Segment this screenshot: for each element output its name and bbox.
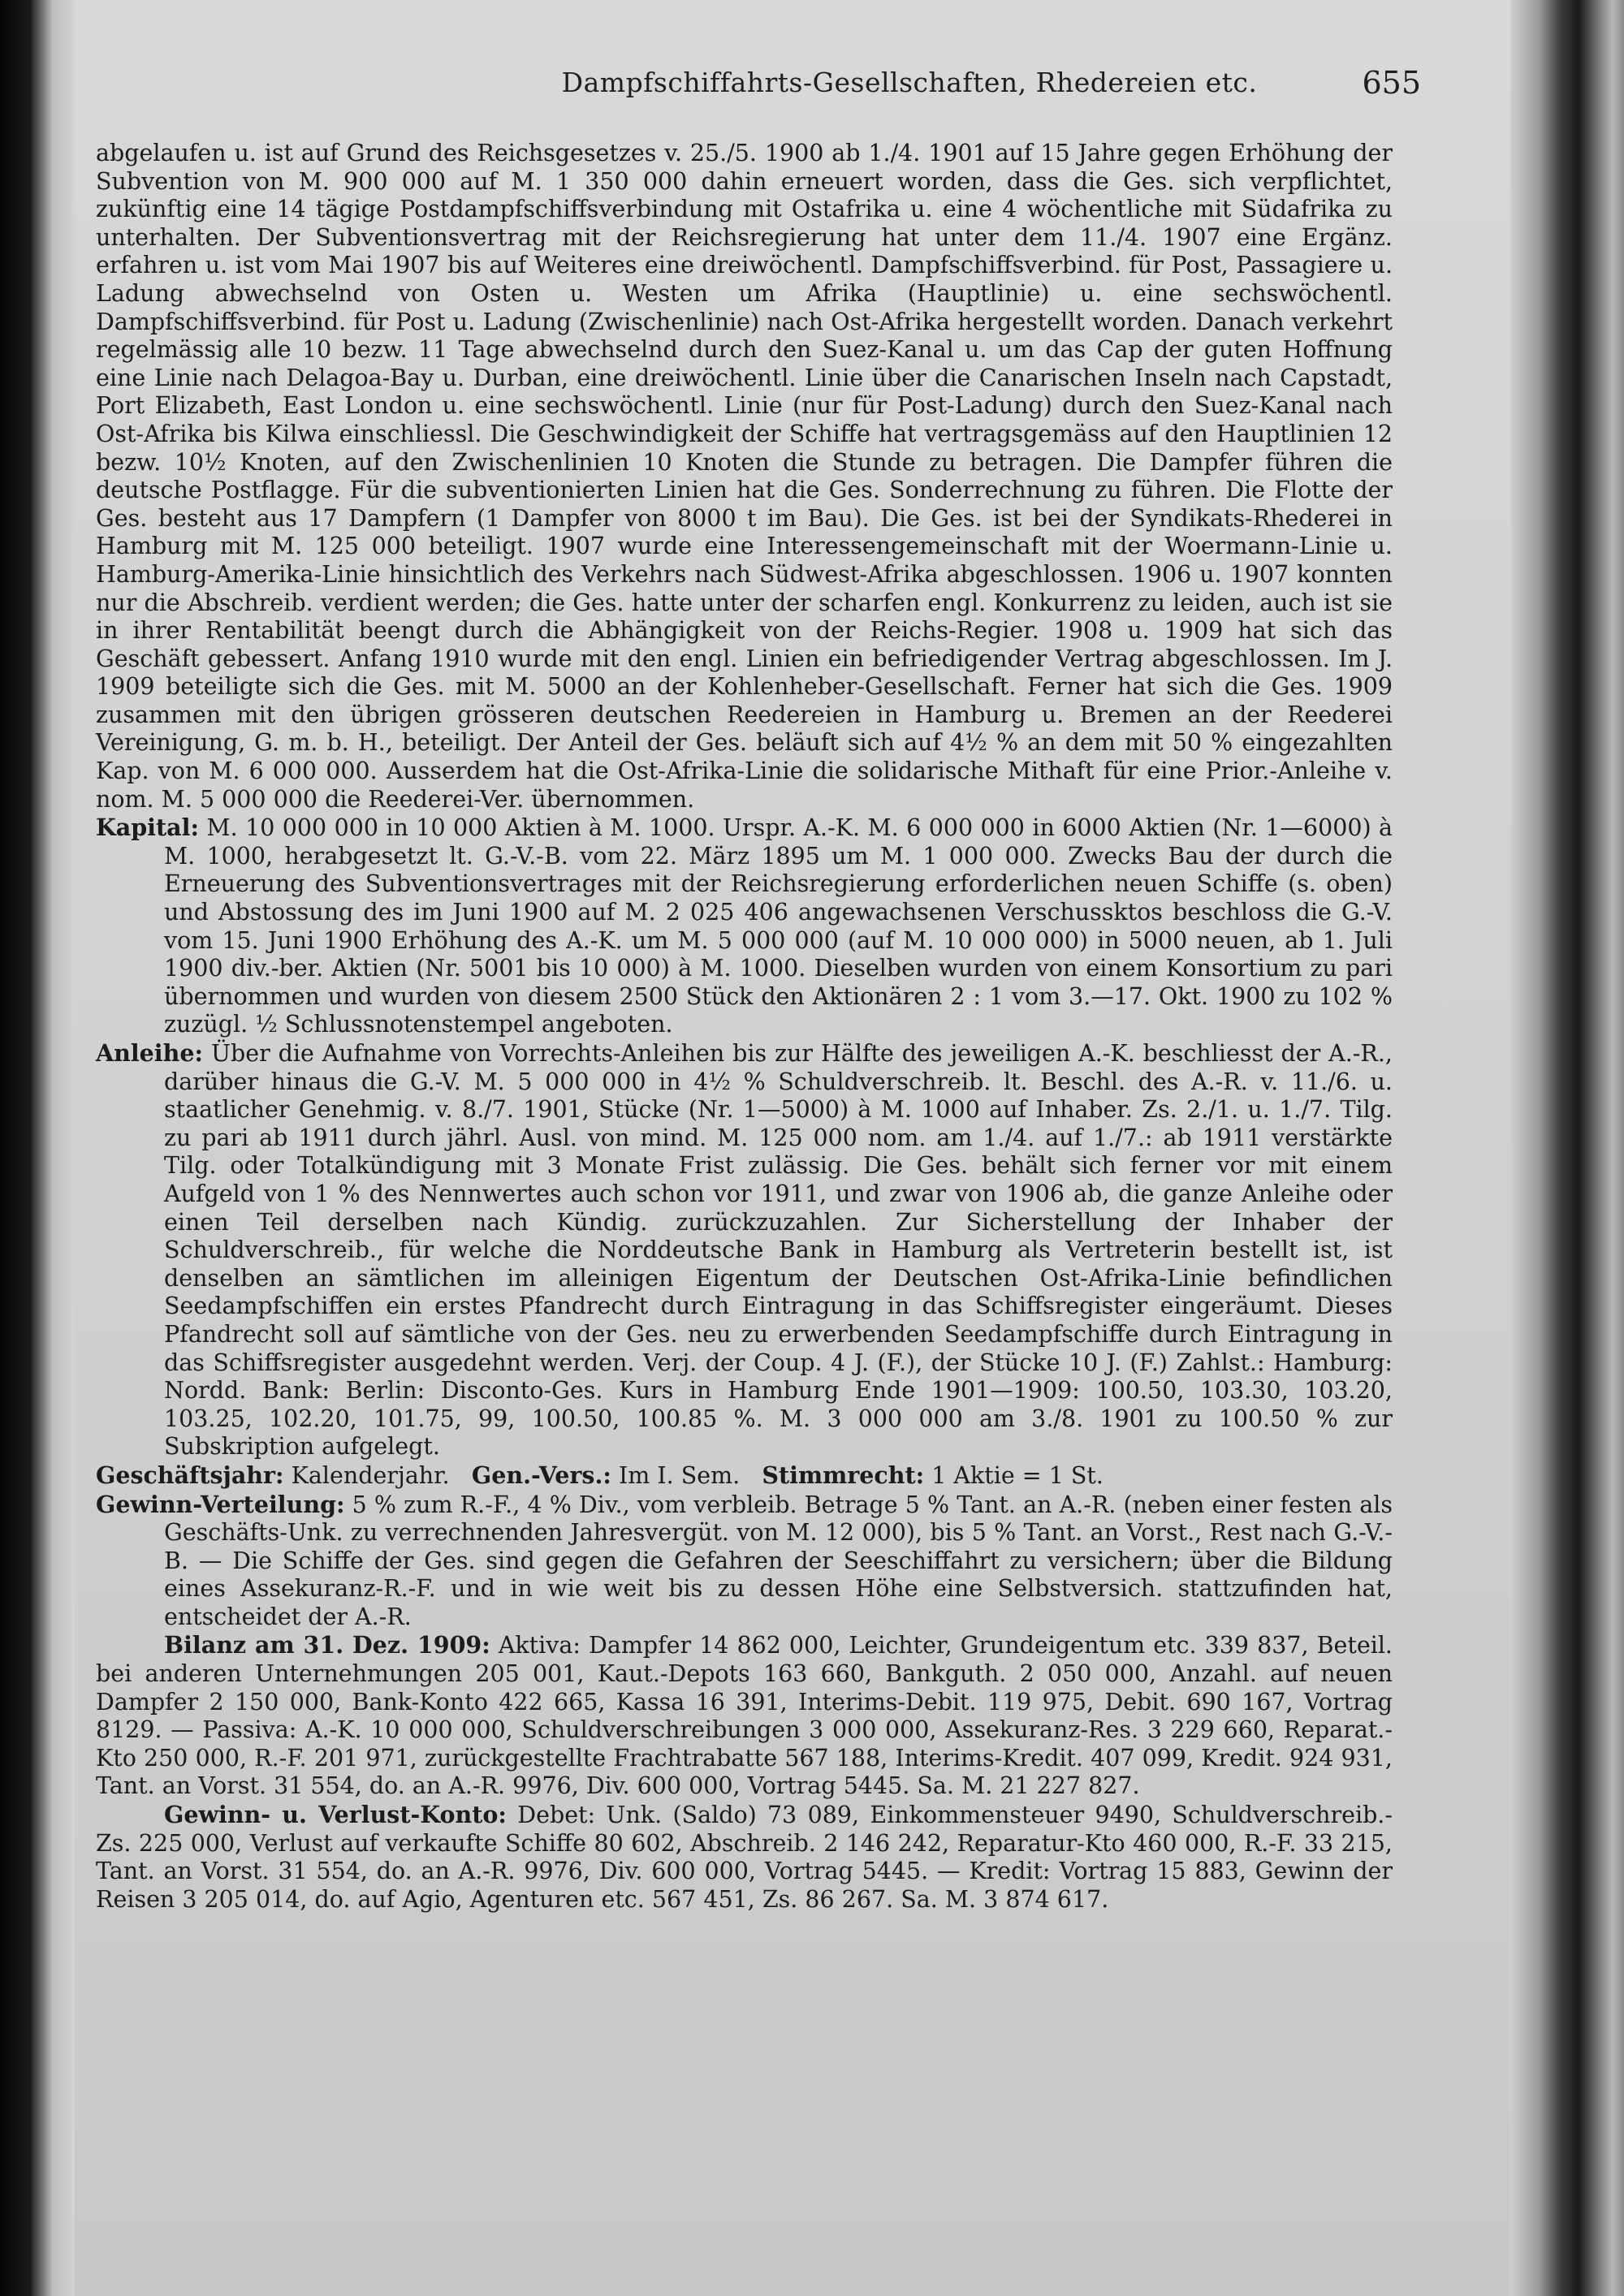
sr-label: Stimmrecht: — [762, 1461, 925, 1489]
anleihe-text: Über die Aufnahme von Vorrechts-Anleihen bis zur Hälfte des jeweiligen A.-K. beschliesst der A.-R., darüber hinaus die G.-V. M. 5 000 000 in 4½ % Schuldverschreib. lt. Beschl. des A.-R. v. 11./6. u. staatlicher Genehmig. v. 8./7. 1901, Stücke (Nr. 1—5000) à M. 1000 auf Inhaber. Zs. 2./1. u. 1./7. Tilg. zu pari ab 1911 durch jährl. Ausl. von mind. M. 125 000 nom. am 1./4. auf 1./7.: ab 1911 verstärkte Tilg. oder Totalkündigung mit 3 Monate Frist zulässig. Die Ges. behält sich ferner vor mit einem Aufgeld von 1 % des Nennwertes auch schon vor 1911, und zwar von 1906 ab, die ganze Anleihe oder einen Teil derselben nach Kündig. zurückzuzahlen. Zur Sicherstellung der Inhaber der Schuldverschreib., für welche die Norddeutsche Bank in Hamburg als Vertreterin bestellt ist, ist denselben an sämtlichen im alleinigen Eigentum der Deutschen Ost-Afrika-Linie befindlichen Seedampfschiffen ein erstes Pfandrecht durch Eintragung in das Schiffsregister eingeräumt. Dieses Pfandrecht soll auf sämtliche von der Ges. neu zu erwerbenden Seedampfschiffe durch Eintragung in das Schiffsregister ausgedehnt werden. Verj. der Coup. 4 J. (F.), der Stücke 10 J. (F.) Zahlst.: Hamburg: Nordd. Bank: Berlin: Disconto-Ges. Kurs in Hamburg Ende 1901—1909: 100.50, 103.30, 103.20, 103.25, 102.20, 101.75, 99, 100.50, 100.85 %. M. 3 000 000 am 3./8. 1901 zu 100.50 % zur Subskription aufgelegt. — [164, 1040, 1393, 1461]
gj-label: Geschäftsjahr: — [96, 1461, 284, 1489]
running-header: Dampfschiffahrts-Gesellschaften, Rhedereien etc. — [561, 67, 1258, 98]
bilanz-label: Bilanz am 31. Dez. 1909: — [164, 1631, 490, 1659]
intro-paragraph: abgelaufen u. ist auf Grund des Reichsgesetzes v. 25./5. 1900 ab 1./4. 1901 auf 15 Jahre gegen Erhöhung der Subvention von M. 900 000 auf M. 1 350 000 dahin erneuert worden, dass die Ges. sich verpflichtet, zukünftig eine 14 tägige Postdampfschiffsverbindung mit Ostafrika u. eine 4 wöchentliche mit Südafrika zu unterhalten. Der Subventionsvertrag mit der Reichsregierung hat unter dem 11./4. 1907 eine Ergänz. erfahren u. ist vom Mai 1907 bis auf Weiteres eine dreiwöchentl. Dampfschiffsverbind. für Post, Passagiere u. Ladung abwechselnd von Osten u. Westen um Afrika (Hauptlinie) u. eine sechswöchentl. Dampfschiffsverbind. für Post u. Ladung (Zwischenlinie) nach Ost-Afrika hergestellt worden. Danach verkehrt regelmässig alle 10 bezw. 11 Tage abwechselnd durch den Suez-Kanal u. um das Cap der guten Hoffnung eine Linie nach Delagoa-Bay u. Durban, eine dreiwöchentl. Linie über die Canarischen Inseln nach Capstadt, Port Elizabeth, East London u. eine sechswöchentl. Linie (nur für Post-Ladung) durch den Suez-Kanal nach Ost-Afrika bis Kilwa einschliessl. Die Geschwindigkeit der Schiffe hat vertragsgemäss auf den Hauptlinien 12 bezw. 10½ Knoten, auf den Zwischenlinien 10 Knoten die Stunde zu betragen. Die Dampfer führen die deutsche Postflagge. Für die subventionierten Linien hat die Ges. Sonderrechnung zu führen. Die Flotte der Ges. besteht aus 17 Dampfern (1 Dampfer von 8000 t im Bau). Die Ges. ist bei der Syndikats-Rhederei in Hamburg mit M. 125 000 beteiligt. 1907 wurde eine Interessengemeinschaft mit der Woermann-Linie u. Hamburg-Amerika-Linie hinsichtlich des Verkehrs nach Südwest-Afrika abgeschlossen. 1906 u. 1907 konnten nur die Abschreib. verdient werden; die Ges. hatte unter der scharfen engl. Konkurrenz zu leiden, auch ist sie in ihrer Rentabilität beengt durch die Abhängigkeit von der Reichs-Regier. 1908 u. 1909 hat sich das Geschäft gebessert. Anfang 1910 wurde mit den engl. Linien ein befriedigender Vertrag abgeschlossen. Im J. 1909 beteiligte sich die Ges. mit M. 5000 an der Kohlenheber-Gesellschaft. Ferner hat sich die Ges. 1909 zusammen mit den übrigen grösseren deutschen Reedereien in Hamburg u. Bremen an der Reederei Vereinigung, G. m. b. H., beteiligt. Der Anteil der Ges. beläuft sich auf 4½ % an dem mit 50 % eingezahlten Kap. von M. 6 000 000. Ausserdem hat die Ost-Afrika-Linie die solidarische Mithaft für eine Prior.-Anleihe v. nom. M. 5 000 000 die Reederei-Ver. übernommen. — [96, 140, 1393, 813]
page-number: 655 — [1362, 65, 1421, 101]
sr-text: 1 Aktie = 1 St. — [931, 1461, 1104, 1489]
bilanz-text: Aktiva: Dampfer 14 862 000, Leichter, Grundeigentum etc. 339 837, Beteil. bei anderen Unternehmungen 205 001, Kaut.-Depots 163 660, Bankguth. 2 050 000, Anzahl. auf neuen Dampfer 2 150 000, Bank-Konto 422 665, Kassa 16 391, Interims-Debit. 119 975, Debit. 690 167, Vortrag 8129. — Passiva: A.-K. 10 000 000, Schuldverschreibungen 3 000 000, Assekuranz-Res. 3 229 660, Reparat.-Kto 250 000, R.-F. 201 971, zurückgestellte Frachtrabatte 567 188, Interims-Kredit. 407 099, Kredit. 924 931, Tant. an Vorst. 31 554, do. an A.-R. 9976, Div. 600 000, Vortrag 5445. Sa. M. 21 227 827. — [96, 1632, 1393, 1800]
gv-label: Gen.-Vers.: — [471, 1461, 611, 1489]
geschaeftsjahr-line — [96, 1461, 1393, 1491]
kapital-label: Kapital: — [96, 814, 199, 842]
guv-label: Gewinn- u. Verlust-Konto: — [164, 1801, 507, 1829]
gj-text: Kalenderjahr. — [291, 1461, 450, 1489]
kapital-text: M. 10 000 000 in 10 000 Aktien à M. 1000. Urspr. A.-K. M. 6 000 000 in 6000 Aktien (Nr. 1—6000) à M. 1000, herabgesetzt lt. G.-V.-B. vom 22. März 1895 um M. 1 000 000. Zwecks Bau der durch die Erneuerung des Subventionsvertrages mit der Reichsregierung erforderlichen neuen Schiffe (s. oben) und Abstossung des im Juni 1900 auf M. 2 025 406 angewachsenen Verschussktos beschloss die G.-V. vom 15. Juni 1900 Erhöhung des A.-K. um M. 5 000 000 (auf M. 10 000 000) in 5000 neuen, ab 1. Juli 1900 div.-ber. Aktien (Nr. 5001 bis 10 000) à M. 1000. Dieselben wurden von einem Konsortium zu pari übernommen und wurden von diesem 2500 Stück den Aktionären 2 : 1 vom 3.—17. Okt. 1900 zu 102 % zuzügl. ½ Schlussnotenstempel angeboten. — [164, 814, 1393, 1038]
gewinn-label: Gewinn-Verteilung: — [96, 1490, 345, 1518]
anleihe-label: Anleihe: — [96, 1039, 203, 1067]
gewinn-text: 5 % zum R.-F., 4 % Div., vom verbleib. Betrage 5 % Tant. an A.-R. (neben einer festen als Geschäfts-Unk. zu verrechnenden Jahresvergüt. von M. 12 000), bis 5 % Tant. an Vorst., Rest nach G.-V.-B. — Die Schiffe der Ges. sind gegen die Gefahren der Seeschiffahrt zu versichern; über die Bildung eines Assekuranz-R.-F. und in wie weit bis zu dessen Höhe eine Selbstversich. stattzufinden hat, entscheidet der A.-R. — [164, 1491, 1393, 1630]
bilanz-section — [96, 1631, 1393, 1801]
scan-right-edge — [1510, 0, 1624, 2296]
document-body — [96, 140, 1393, 1914]
scan-left-edge — [0, 0, 75, 2296]
gewinn-section — [96, 1491, 1393, 1632]
gv-text: Im I. Sem. — [618, 1461, 741, 1489]
anleihe-section — [96, 1039, 1393, 1461]
kapital-section — [96, 814, 1393, 1039]
guv-section — [96, 1801, 1393, 1914]
guv-text: Debet: Unk. (Saldo) 73 089, Einkommensteuer 9490, Schuldverschreib.-Zs. 225 000, Verlust auf verkaufte Schiffe 80 602, Abschreib. 2 146 242, Reparatur-Kto 460 000, R.-F. 33 215, Tant. an Vorst. 31 554, do. an A.-R. 9976, Div. 600 000, Vortrag 5445. — Kredit: Vortrag 15 883, Gewinn der Reisen 3 205 014, do. auf Agio, Agenturen etc. 567 451, Zs. 86 267. Sa. M. 3 874 617. — [96, 1802, 1393, 1913]
